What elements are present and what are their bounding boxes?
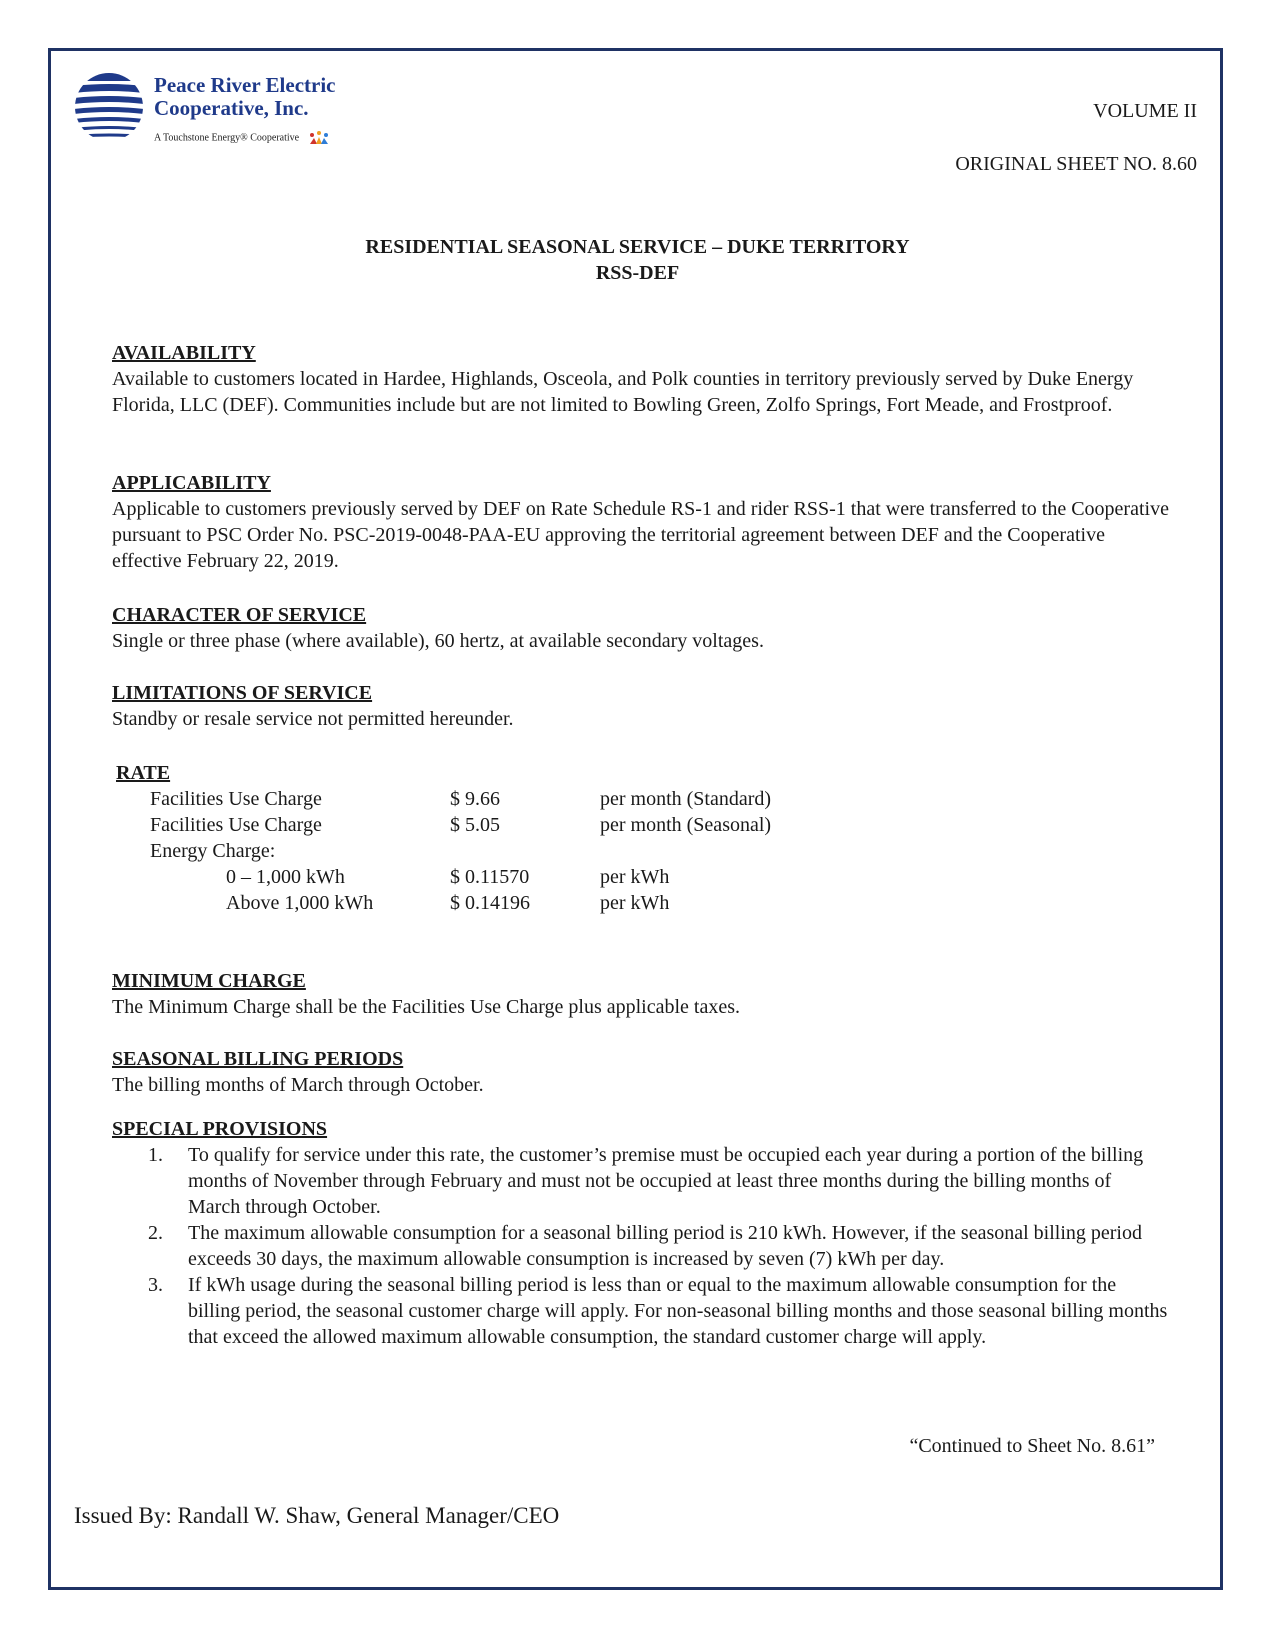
limitations-section: [112, 680, 1172, 732]
continued-note: “Continued to Sheet No. 8.61”: [909, 1435, 1155, 1457]
special-provisions-heading: SPECIAL PROVISIONS: [112, 1118, 328, 1140]
special-provisions-section: [112, 1116, 1172, 1142]
logo-tagline-text: A Touchstone Energy® Cooperative: [154, 132, 300, 144]
special-provisions-list: [148, 1142, 1168, 1350]
minimum-charge-text: The Minimum Charge shall be the Facilities Use Charge plus applicable taxes.: [112, 996, 741, 1018]
applicability-section: [112, 470, 1172, 574]
title-line-2: RSS-DEF: [595, 262, 680, 284]
list-item: [148, 1272, 1168, 1350]
rate-unit: per kWh: [600, 892, 670, 914]
minimum-charge-heading: MINIMUM CHARGE: [112, 970, 306, 992]
rate-unit: per month (Seasonal): [600, 814, 772, 836]
issued-by: Issued By: Randall W. Shaw, General Manager/CEO: [74, 1503, 560, 1528]
character-text: Single or three phase (where available), 60 hertz, at available secondary voltages.: [112, 630, 764, 652]
list-item-number: 2.: [148, 1222, 163, 1244]
list-item-text: To qualify for service under this rate, the customer’s premise must be occupied each year during a portion of the billing months of November through February and must not be occupied at least three months during the billing months of March through October.: [188, 1144, 1144, 1218]
list-item-text: The maximum allowable consumption for a seasonal billing period is 210 kWh. However, if the seasonal billing period exceeds 30 days, the maximum allowable consumption is increased by seven (7) kWh per day.: [188, 1222, 1142, 1270]
rate-section: [116, 760, 1176, 786]
sheet-number: ORIGINAL SHEET NO. 8.60: [955, 153, 1197, 175]
character-heading: CHARACTER OF SERVICE: [112, 604, 367, 626]
availability-text: Available to customers located in Hardee, Highlands, Osceola, and Polk counties in territory previously served by Duke Energy Florida, LLC (DEF). Communities include but are not limited to Bowling Green, Zolfo Springs, Fort Meade, and Frostproof.: [112, 368, 1134, 416]
rate-amount: $ 9.66: [450, 788, 500, 810]
rate-label: Above 1,000 kWh: [226, 892, 374, 914]
touchstone-star-icon: [306, 130, 332, 146]
seasonal-billing-text: The billing months of March through October.: [112, 1074, 484, 1096]
list-item: [148, 1220, 1168, 1272]
seasonal-billing-section: [112, 1046, 1172, 1098]
rate-unit: per month (Standard): [600, 788, 772, 810]
logo-tagline: [154, 130, 332, 146]
globe-logo-icon: [74, 72, 144, 142]
rate-unit: per kWh: [600, 866, 670, 888]
list-item-text: If kWh usage during the seasonal billing period is less than or equal to the maximum allowable consumption for the billing period, the seasonal customer charge will apply. For non-seasonal billing months and those seasonal billing months that exceed the allowed maximum allowable consumption, the standard customer charge will apply.: [188, 1274, 1168, 1348]
logo-line-2: Cooperative, Inc.: [154, 96, 309, 120]
rate-label: Facilities Use Charge: [150, 788, 322, 810]
limitations-heading: LIMITATIONS OF SERVICE: [112, 682, 373, 704]
company-logo: [74, 72, 374, 147]
logo-line-1: Peace River Electric: [154, 73, 336, 97]
list-item-number: 1.: [148, 1144, 163, 1166]
logo-wordmark: [154, 74, 336, 120]
availability-heading: AVAILABILITY: [112, 342, 256, 364]
availability-section: [112, 340, 1172, 418]
minimum-charge-section: [112, 968, 1172, 1020]
rate-label: Energy Charge:: [150, 840, 276, 862]
rate-amount: $ 0.11570: [450, 866, 530, 888]
rate-label: Facilities Use Charge: [150, 814, 322, 836]
applicability-heading: APPLICABILITY: [112, 472, 271, 494]
list-item: [148, 1142, 1168, 1220]
rate-amount: $ 0.14196: [450, 892, 530, 914]
title-line-1: RESIDENTIAL SEASONAL SERVICE – DUKE TERRITORY: [365, 236, 910, 258]
character-section: [112, 602, 1172, 654]
list-item-number: 3.: [148, 1274, 163, 1296]
limitations-text: Standby or resale service not permitted hereunder.: [112, 708, 514, 730]
applicability-text: Applicable to customers previously served by DEF on Rate Schedule RS-1 and rider RSS-1 that were transferred to the Cooperative pursuant to PSC Order No. PSC-2019-0048-PAA-EU approving the territorial agreement between DEF and the Cooperative effective February 22, 2019.: [112, 498, 1169, 572]
seasonal-billing-heading: SEASONAL BILLING PERIODS: [112, 1048, 404, 1070]
rate-heading: RATE: [116, 762, 171, 784]
rate-amount: $ 5.05: [450, 814, 500, 836]
page-title: [0, 234, 1275, 286]
rate-label: 0 – 1,000 kWh: [226, 866, 345, 888]
volume-label: VOLUME II: [1093, 100, 1197, 122]
